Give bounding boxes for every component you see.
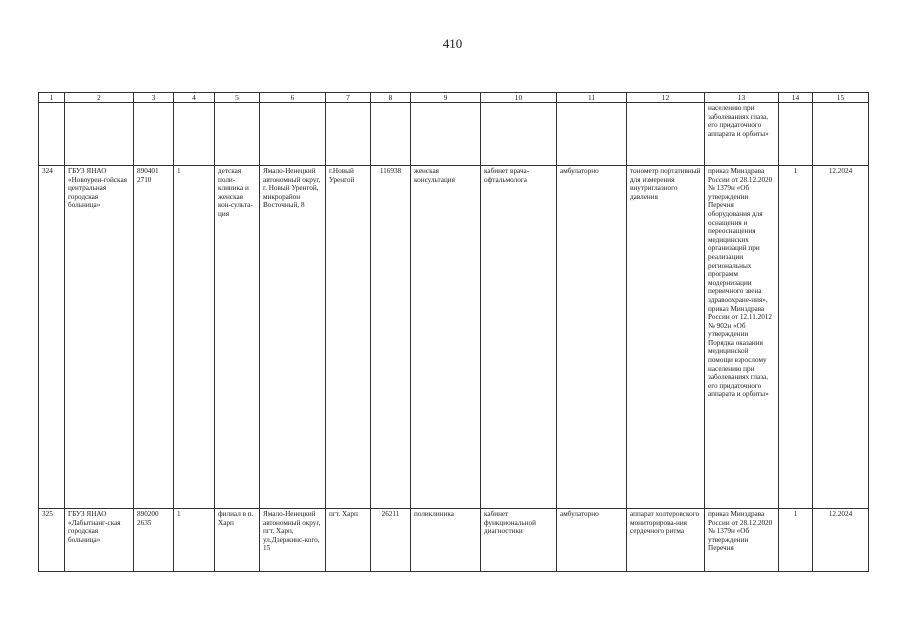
table-cell <box>627 103 705 166</box>
table-cell <box>65 103 134 166</box>
table-cell <box>215 103 260 166</box>
cabinet-cell: кабинет функциональной диагностики <box>481 509 557 572</box>
locality-cell: г.Новый Уренгой <box>326 166 371 509</box>
column-header: 8 <box>371 93 411 103</box>
date-cell: 12.2024 <box>813 166 869 509</box>
code-cell: 890401 2710 <box>134 166 174 509</box>
mode-cell: амбулаторно <box>557 509 627 572</box>
population-cell: 26211 <box>371 509 411 572</box>
table-cell <box>371 103 411 166</box>
unit-cell: детская поли-клиника и женская кон-сульта-ция <box>215 166 260 509</box>
continuation-row <box>39 103 869 166</box>
column-header: 13 <box>705 93 779 103</box>
department-cell: поликлиника <box>411 509 481 572</box>
page-number: 410 <box>442 36 463 51</box>
column-header: 7 <box>326 93 371 103</box>
table-cell <box>411 103 481 166</box>
table-cell <box>557 103 627 166</box>
basis-cell: приказ Минздрава России от 28.12.2020 № 1379н «Об утверждении Перечня <box>705 509 779 572</box>
row-number: 325 <box>39 509 65 572</box>
department-cell: женская консультация <box>411 166 481 509</box>
address-cell: Ямало-Ненецкий автономный округ, пгт. Харп, ул.Дзержинс-кого, 15 <box>260 509 326 572</box>
basis-cell: приказ Минздрава России от 28.12.2020 № 1379н «Об утверждении Перечня оборудования для оснащения и переоснащения медицинских организаций при реализации региональных программ модернизации первичного звена здравоохране-ния», приказ Минздрава России от 12.11.2012 № 902н «Об утверждении Порядка оказания медицинской помощи взрослому населению при заболеваниях глаза, его придаточного аппарата и орбиты» <box>705 166 779 509</box>
table-cell <box>174 103 215 166</box>
column-header: 1 <box>39 93 65 103</box>
population-cell: 116938 <box>371 166 411 509</box>
column-header: 3 <box>134 93 174 103</box>
count-cell: 1 <box>779 166 813 509</box>
table-row <box>39 509 869 572</box>
table-cell <box>39 103 65 166</box>
cabinet-cell: кабинет врача-офтальмолога <box>481 166 557 509</box>
basis-cell: населению при заболеваниях глаза, его придаточного аппарата и орбиты» <box>705 103 779 166</box>
table-cell <box>481 103 557 166</box>
column-header: 5 <box>215 93 260 103</box>
table-cell <box>779 103 813 166</box>
table-cell <box>326 103 371 166</box>
table-row <box>39 166 869 509</box>
table-cell <box>260 103 326 166</box>
column-header: 9 <box>411 93 481 103</box>
equipment-cell: тонометр портативный для измерения внутриглазного давления <box>627 166 705 509</box>
column-header: 10 <box>481 93 557 103</box>
table-cell <box>813 103 869 166</box>
quantity-cell: 1 <box>174 166 215 509</box>
table-cell <box>134 103 174 166</box>
organization-cell: ГБУЗ ЯНАО «Новоурен-гойская центральная городская больница» <box>65 166 134 509</box>
column-header: 4 <box>174 93 215 103</box>
column-header: 2 <box>65 93 134 103</box>
equipment-table <box>38 92 869 572</box>
mode-cell: амбулаторно <box>557 166 627 509</box>
column-header: 11 <box>557 93 627 103</box>
unit-cell: филиал в п. Харп <box>215 509 260 572</box>
count-cell: 1 <box>779 509 813 572</box>
organization-cell: ГБУЗ ЯНАО «Лабытнанг-ская городская больница» <box>65 509 134 572</box>
column-header: 12 <box>627 93 705 103</box>
row-number: 324 <box>39 166 65 509</box>
address-cell: Ямало-Ненецкий автономный округ, г. Новый Уренгой, микрорайон Восточный, 8 <box>260 166 326 509</box>
column-header: 6 <box>260 93 326 103</box>
column-header-row <box>39 93 869 103</box>
locality-cell: пгт. Харп <box>326 509 371 572</box>
equipment-cell: аппарат холтеровского мониторирова-ния сердечного ритма <box>627 509 705 572</box>
quantity-cell: 1 <box>174 509 215 572</box>
column-header: 15 <box>813 93 869 103</box>
column-header: 14 <box>779 93 813 103</box>
date-cell: 12.2024 <box>813 509 869 572</box>
code-cell: 890200 2635 <box>134 509 174 572</box>
